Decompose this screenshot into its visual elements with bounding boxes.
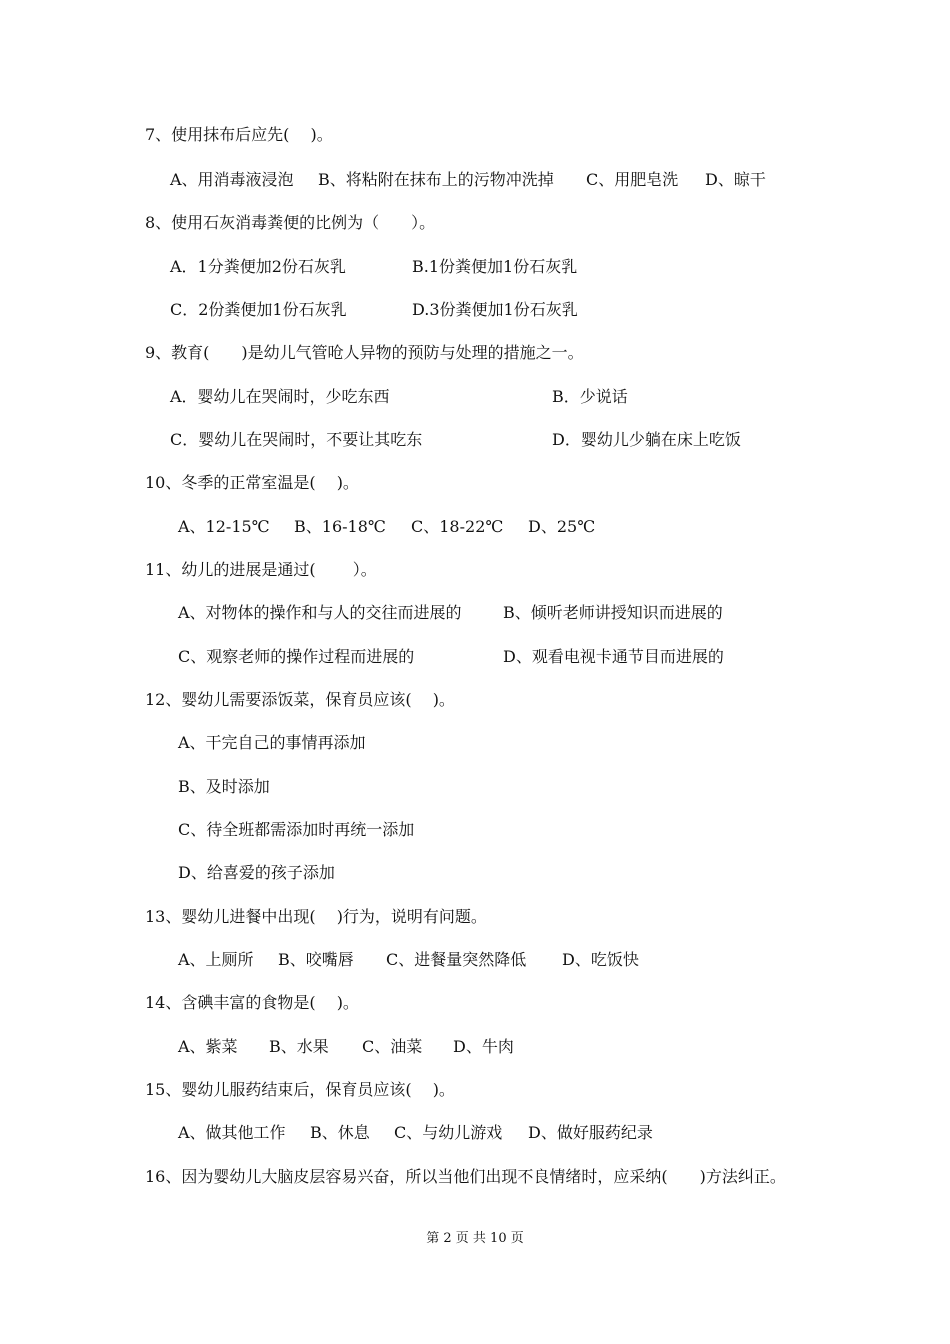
option: C、与幼儿游戏 <box>394 1123 503 1142</box>
question-stem: 15、婴幼儿服药结束后，保育员应该( )。 <box>145 1080 455 1099</box>
question-stem: 12、婴幼儿需要添饭菜，保育员应该( )。 <box>145 690 455 709</box>
option: C、待全班都需添加时再统一添加 <box>178 820 415 839</box>
option: A、做其他工作 <box>178 1123 286 1142</box>
option: A、用消毒液浸泡 <box>170 170 294 189</box>
option: A．婴幼儿在哭闹时，少吃东西 <box>170 387 390 406</box>
question-stem: 10、冬季的正常室温是( )。 <box>145 473 359 492</box>
option: C、进餐量突然降低 <box>386 950 527 969</box>
question-stem: 14、含碘丰富的食物是( )。 <box>145 993 359 1012</box>
option: C、18-22℃ <box>411 517 504 536</box>
option: C、油菜 <box>362 1037 423 1056</box>
option: B、将粘附在抹布上的污物冲洗掉 <box>318 170 554 189</box>
option: B、水果 <box>269 1037 329 1056</box>
option: A、紫菜 <box>178 1037 238 1056</box>
option: D、观看电视卡通节目而进展的 <box>503 647 724 666</box>
question-stem: 8、使用石灰消毒粪便的比例为（ ）。 <box>145 213 436 232</box>
option: B、倾听老师讲授知识而进展的 <box>503 603 723 622</box>
question-stem: 9、教育( )是幼儿气管呛人异物的预防与处理的措施之一。 <box>145 343 584 362</box>
option: D、牛肉 <box>453 1037 514 1056</box>
option: A、12-15℃ <box>178 517 270 536</box>
option: A、对物体的操作和与人的交往而进展的 <box>178 603 462 622</box>
option: C．婴幼儿在哭闹时，不要让其吃东 <box>170 430 423 449</box>
option: B、及时添加 <box>178 777 270 796</box>
option: C．2份粪便加1份石灰乳 <box>170 300 347 319</box>
option: D、晾干 <box>705 170 766 189</box>
option: D．婴幼儿少躺在床上吃饭 <box>552 430 741 449</box>
option: B、16-18℃ <box>294 517 386 536</box>
option: D、给喜爱的孩子添加 <box>178 863 335 882</box>
page-number: 第 2 页 共 10 页 <box>426 1231 524 1246</box>
option: B．少说话 <box>552 387 628 406</box>
option: A．1分粪便加2份石灰乳 <box>170 257 346 276</box>
option: B、休息 <box>310 1123 370 1142</box>
option: C、用肥皂洗 <box>586 170 679 189</box>
option: D、做好服药纪录 <box>528 1123 653 1142</box>
option: D.3份粪便加1份石灰乳 <box>412 300 578 319</box>
option: D、吃饭快 <box>562 950 639 969</box>
option: B.1份粪便加1份石灰乳 <box>412 257 578 276</box>
option: D、25℃ <box>528 517 596 536</box>
question-stem: 13、婴幼儿进餐中出现( )行为，说明有问题。 <box>145 907 487 926</box>
question-stem: 16、因为婴幼儿大脑皮层容易兴奋，所以当他们出现不良情绪时，应采纳( )方法纠正。 <box>145 1167 786 1186</box>
question-stem: 7、使用抹布后应先( )。 <box>145 125 333 144</box>
option: C、观察老师的操作过程而进展的 <box>178 647 415 666</box>
option: A、上厕所 <box>178 950 254 969</box>
question-stem: 11、幼儿的进展是通过( ）。 <box>145 560 377 579</box>
option: A、干完自己的事情再添加 <box>178 733 366 752</box>
option: B、咬嘴唇 <box>278 950 354 969</box>
